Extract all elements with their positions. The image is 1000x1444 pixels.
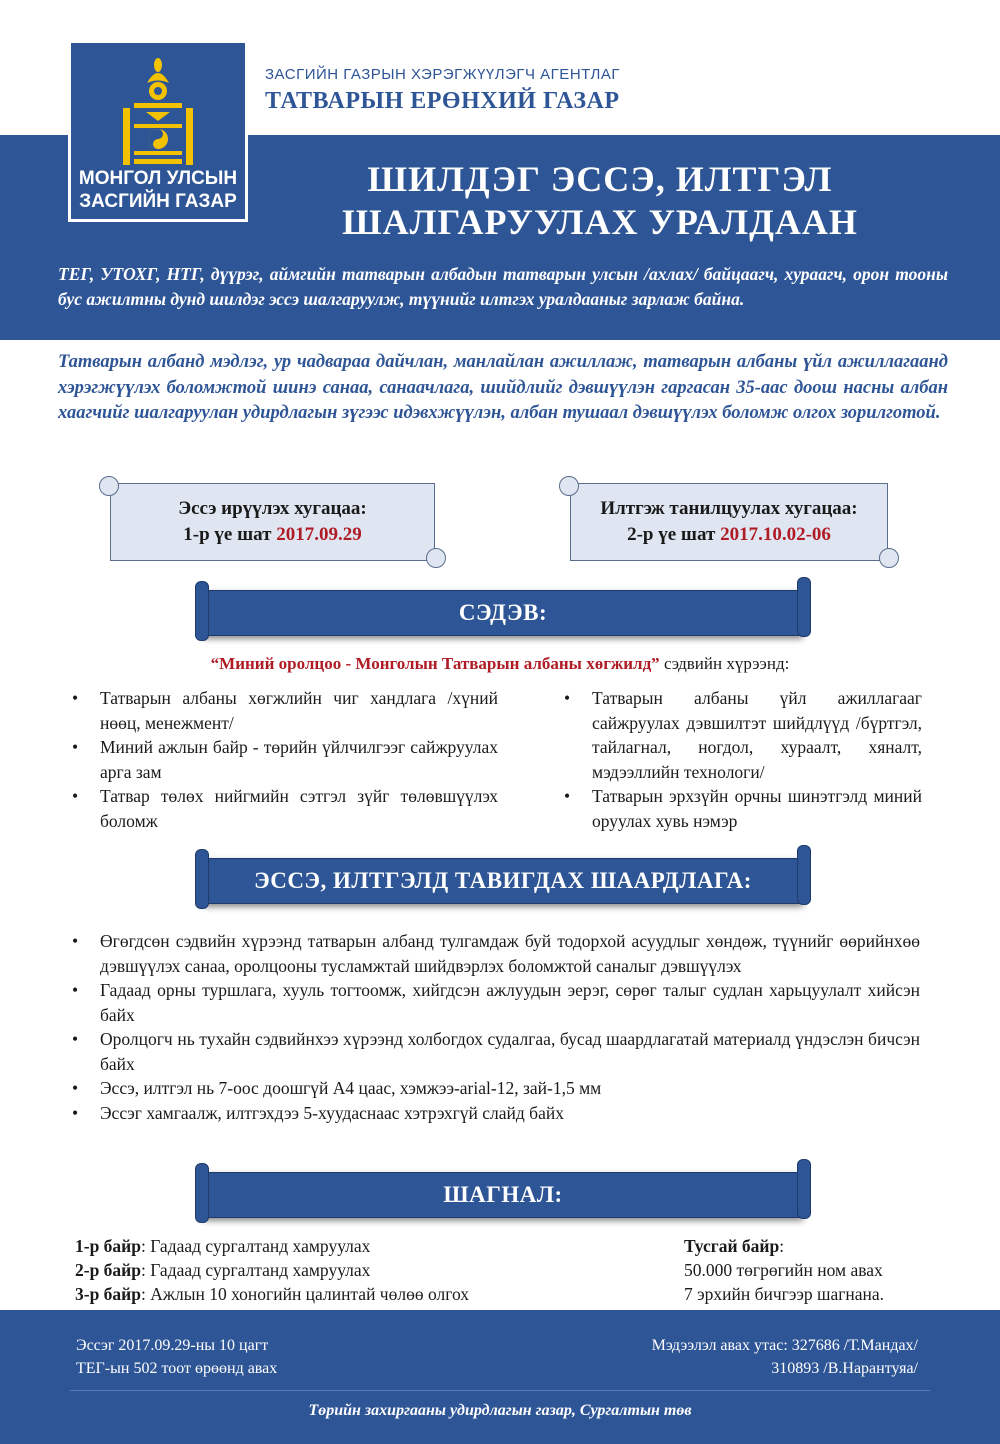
footer-right-line2: 310893 /В.Нарантуяа/ bbox=[771, 1360, 918, 1377]
topic-suffix: сэдвийн хүрээнд: bbox=[659, 654, 790, 673]
page-title bbox=[300, 158, 900, 244]
deadline-stage-line bbox=[111, 522, 434, 548]
award-row bbox=[75, 1234, 469, 1258]
deadline-title: Илтгэж танилцуулах хугацаа: bbox=[600, 498, 858, 519]
deadline-stage-line bbox=[571, 522, 887, 548]
list-item: • Оролцогч нь тухайн сэдвийнхээ хүрээнд холбогдох судалгаа, бусад шаардлагатай материалд үндэслэн бичсэн байх bbox=[60, 1027, 920, 1076]
intro-text: ТЕГ, УТОХГ, НТГ, дүүрэг, аймгийн татварын албадын татварын улсын /ахлах/ байцаагч, хураагч, орон тооны бус ажилтны дунд шилдэг эссэ шалгаруулж, түүнийг илтгэх уралдааныг зарлаж байна. bbox=[58, 264, 948, 309]
awards-places bbox=[75, 1234, 469, 1306]
footer-divider bbox=[70, 1390, 930, 1391]
agency-name: ТАТВАРЫН ЕРӨНХИЙ ГАЗАР bbox=[265, 88, 620, 114]
deadline-stage: 1-р үе шат bbox=[183, 524, 272, 545]
awards-banner bbox=[203, 1172, 803, 1218]
deadline-scroll-1 bbox=[110, 483, 435, 561]
list-item: • Эссэ, илтгэл нь 7-оос доошгүй А4 цаас, хэмжээ-arial-12, зай-1,5 мм bbox=[60, 1076, 920, 1101]
title-line2: ШАЛГАРУУЛАХ УРАЛДААН bbox=[342, 202, 858, 242]
deadline-title: Эссэ ирүүлэх хугацаа: bbox=[178, 498, 367, 519]
deadline-stage: 2-р үе шат bbox=[627, 524, 716, 545]
award-text: : Ажлын 10 хоногийн цалинтай чөлөө олгох bbox=[141, 1284, 470, 1304]
topic-quote: “Миний оролцоо - Монголын Татварын албаны хөгжилд” bbox=[210, 654, 660, 673]
footer-left-line2: ТЕГ-ын 502 тоот өрөөнд авах bbox=[76, 1360, 278, 1377]
list-item: • Татвар төлөх нийгмийн сэтгэл зүйг төлөвшүүлэх боломж bbox=[60, 784, 498, 833]
special-award bbox=[684, 1234, 884, 1306]
list-item: • Өгөгдсөн сэдвийн хүрээнд татварын албанд тулгамдаж буй тодорхой асуудлыг хөндөж, түүнийг өөрийнхөө дэвшүүлэх санаа, оролцооны тусламжтай шийдвэрлэх боломжтой саналыг дэвшүүлэх bbox=[60, 929, 920, 978]
deadline-scroll-2 bbox=[570, 483, 888, 561]
deadline-text bbox=[571, 496, 887, 548]
award-text: : Гадаад сургалтанд хамруулах bbox=[141, 1260, 371, 1280]
requirements-list bbox=[60, 929, 920, 1125]
deadline-date: 2017.09.29 bbox=[276, 524, 362, 545]
logo-text-line2: ЗАСГИЙН ГАЗАР bbox=[79, 191, 237, 212]
footer-submission-info bbox=[76, 1334, 277, 1380]
special-award-title bbox=[684, 1234, 884, 1258]
logo-text-line1: МОНГОЛ УЛСЫН bbox=[78, 168, 238, 189]
special-award-line1: 50.000 төгрөгийн ном авах bbox=[684, 1260, 883, 1280]
award-row bbox=[75, 1282, 469, 1306]
footer-contact-info bbox=[540, 1334, 918, 1380]
scroll-curl bbox=[559, 476, 579, 496]
soyombo-emblem-icon bbox=[71, 53, 245, 168]
topic-list-left bbox=[60, 686, 498, 833]
title-line1: ШИЛДЭГ ЭССЭ, ИЛТГЭЛ bbox=[367, 159, 833, 199]
special-award-colon: : bbox=[779, 1236, 785, 1256]
topic-line bbox=[0, 654, 1000, 674]
award-text: : Гадаад сургалтанд хамруулах bbox=[141, 1236, 371, 1256]
award-label: 3-р байр bbox=[75, 1284, 142, 1304]
requirements-banner bbox=[203, 858, 803, 904]
list-item: • Татварын албаны үйл ажиллагааг сайжруулах дэвшилтэт шийдлүүд /бүртгэл, тайлагнал, ногдол, хураалт, хяналт, мэдээллийн технологи/ bbox=[552, 686, 922, 784]
scroll-curl bbox=[426, 548, 446, 568]
purpose-text: Татварын албанд мэдлэг, ур чадвараа дайчлан, манлайлан ажиллаж, татварын албаны үйл ажиллагаанд хэрэгжүүлэх боломжтой шинэ санаа, санаачлага, шийдлийг дэвшүүлэн гаргасан 35-аас доош насны албан хаагчийг шалгаруулан удирдлагын зүгээс идэвхжүүлэн, албан тушаал дэвшүүлэх боломж олгох зорилготой. bbox=[58, 352, 948, 423]
topic-heading: СЭДЭВ: bbox=[458, 600, 548, 625]
footer-left-line1: Эссэг 2017.09.29-ны 10 цагт bbox=[76, 1337, 269, 1354]
award-label: 2-р байр bbox=[75, 1260, 142, 1280]
list-item: • Татварын албаны хөгжлийн чиг хандлага /хүний нөөц, менежмент/ bbox=[60, 686, 498, 735]
special-award-label: Тусгай байр bbox=[684, 1236, 780, 1256]
list-item: • Татварын эрхзүйн орчны шинэтгэлд миний оруулах хувь нэмэр bbox=[552, 784, 922, 833]
award-label: 1-р байр bbox=[75, 1236, 142, 1256]
scroll-curl bbox=[879, 548, 899, 568]
footer-right-line1: Мэдээлэл авах утас: 327686 /Т.Мандах/ bbox=[651, 1337, 918, 1354]
agency-subtitle: ЗАСГИЙН ГАЗРЫН ХЭРЭГЖҮҮЛЭГЧ АГЕНТЛАГ bbox=[265, 66, 620, 83]
logo-text bbox=[71, 167, 245, 213]
list-item: • Эссэг хамгаалж, илтгэхдээ 5-хуудаснаас хэтрэхгүй слайд байх bbox=[60, 1101, 920, 1126]
topic-banner bbox=[203, 590, 803, 636]
footer-organizer: Төрийн захиргааны удирдлагын газар, Сургалтын төв bbox=[308, 1402, 692, 1419]
government-logo bbox=[68, 40, 248, 222]
list-item: • Миний ажлын байр - төрийн үйлчилгээг сайжруулах арга зам bbox=[60, 735, 498, 784]
scroll-curl bbox=[99, 476, 119, 496]
special-award-line2: 7 эрхийн бичгээр шагнана. bbox=[684, 1284, 885, 1304]
requirements-heading: ЭССЭ, ИЛТГЭЛД ТАВИГДАХ ШААРДЛАГА: bbox=[254, 868, 752, 893]
list-item: • Гадаад орны туршлага, хууль тогтоомж, хийгдсэн ажлуудын эерэг, сөрөг талыг судлан харьцуулалт хийсэн байх bbox=[60, 978, 920, 1027]
deadline-date: 2017.10.02-06 bbox=[720, 524, 831, 545]
award-row bbox=[75, 1258, 469, 1282]
topic-list-right bbox=[552, 686, 922, 833]
awards-heading: ШАГНАЛ: bbox=[443, 1182, 563, 1207]
deadline-text bbox=[111, 496, 434, 548]
